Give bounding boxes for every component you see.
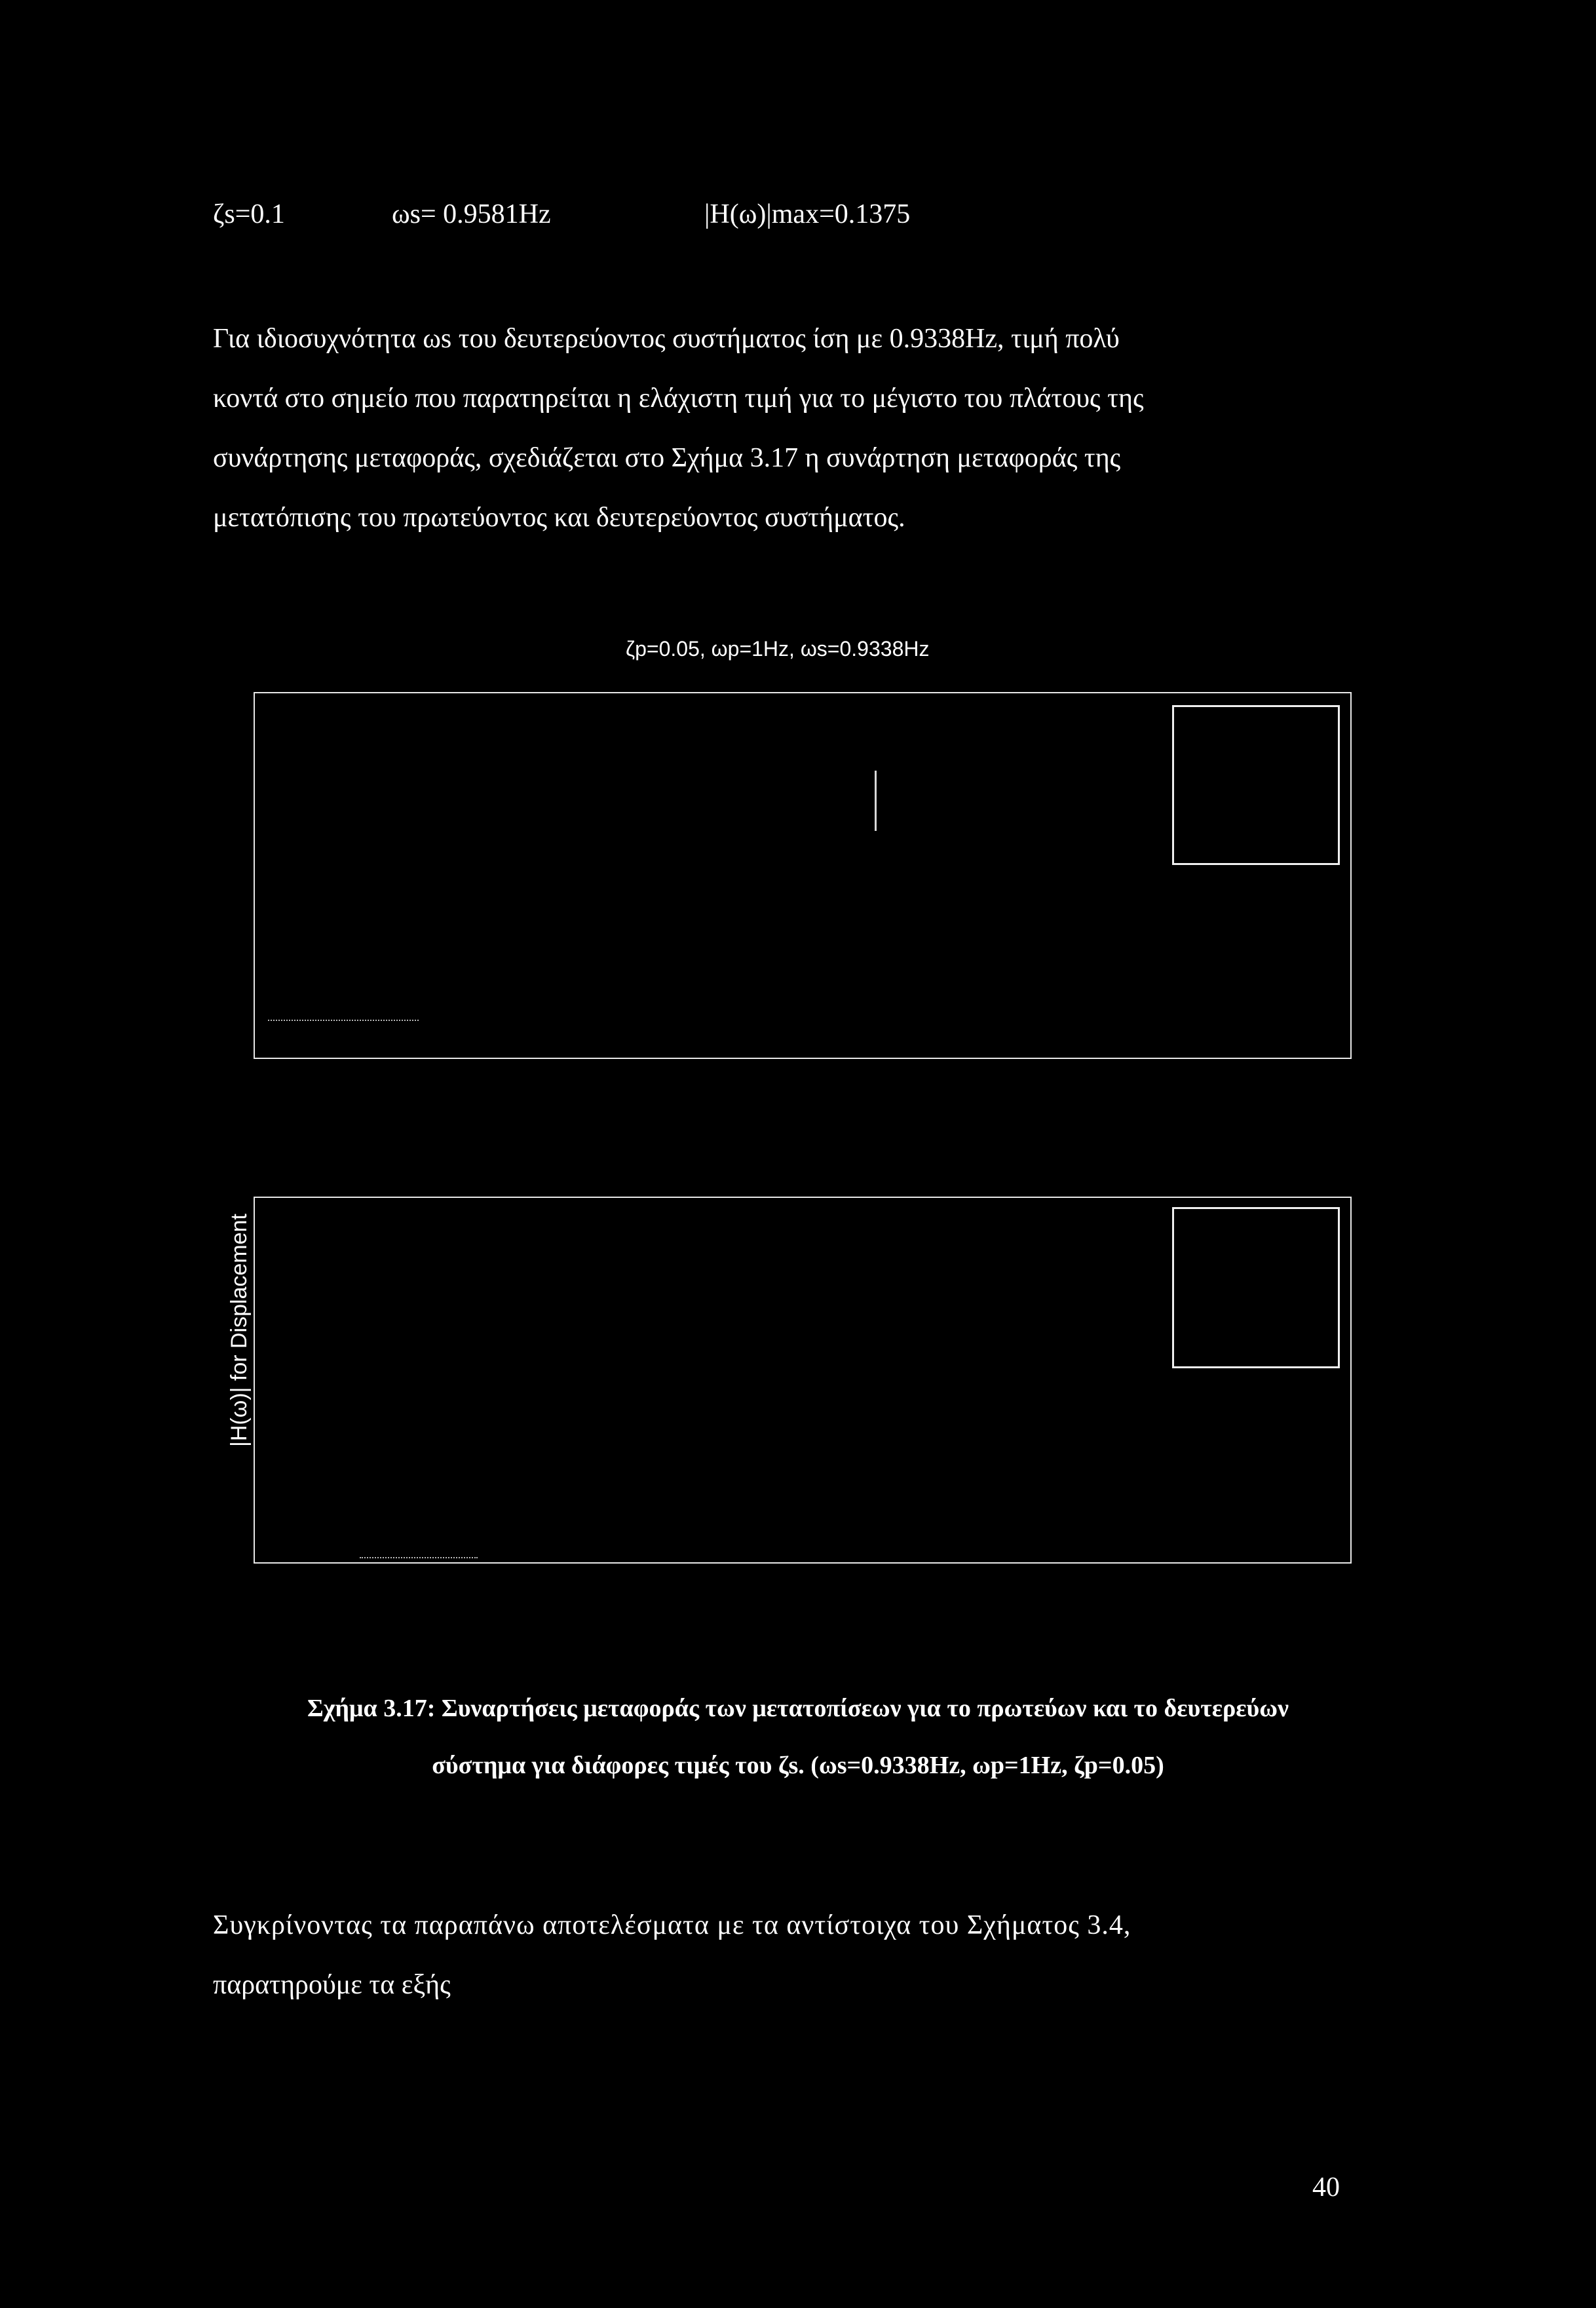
bottom-plot-baseline-trace bbox=[360, 1557, 478, 1558]
top-plot-peak-line bbox=[875, 771, 877, 831]
h-max-value: |H(ω)|max=0.1375 bbox=[704, 199, 911, 229]
paragraph-2 bbox=[213, 1896, 1131, 2015]
paragraph-2-line-2: παρατηρούμε τα εξής bbox=[213, 1970, 451, 2000]
y-axis-label: |H(ω)| for Displacement bbox=[227, 1214, 252, 1447]
paragraph-1-line-3: συνάρτησης μεταφοράς, σχεδιάζεται στο Σχήμα 3.17 η συνάρτηση μεταφοράς της bbox=[213, 443, 1121, 473]
plot-title: ζp=0.05, ωp=1Hz, ωs=0.9338Hz bbox=[626, 637, 930, 661]
paragraph-1 bbox=[213, 309, 1144, 548]
page-number: 40 bbox=[1312, 2172, 1340, 2202]
paragraph-2-line-1: Συγκρίνοντας τα παραπάνω αποτελέσματα με τα αντίστοιχα του Σχήματος 3.4, bbox=[213, 1910, 1131, 1940]
top-plot-legend bbox=[1172, 705, 1340, 865]
figure-caption-line-2: σύστημα για διάφορες τιμές του ζs. (ωs=0.9338Hz, ωp=1Hz, ζp=0.05) bbox=[432, 1752, 1164, 1779]
paragraph-1-line-1: Για ιδιοσυχνότητα ωs του δευτερεύοντος συστήματος ίση με 0.9338Hz, τιμή πολύ bbox=[213, 324, 1120, 354]
paragraph-1-line-2: κοντά στο σημείο που παρατηρείται η ελάχιστη τιμή για το μέγιστο του πλάτους της bbox=[213, 383, 1144, 414]
omega-s-value: ωs= 0.9581Hz bbox=[392, 199, 551, 229]
zeta-s-value: ζs=0.1 bbox=[213, 199, 285, 229]
top-plot-area bbox=[254, 692, 1352, 1059]
top-plot-baseline-trace bbox=[268, 1020, 419, 1021]
bottom-plot-legend bbox=[1172, 1207, 1340, 1368]
bottom-plot-area bbox=[254, 1197, 1352, 1564]
figure-caption-line-1: Σχήμα 3.17: Συναρτήσεις μεταφοράς των μετατοπίσεων για το πρωτεύων και το δευτερεύων bbox=[307, 1695, 1289, 1722]
paragraph-1-line-4: μετατόπισης του πρωτεύοντος και δευτερεύοντος συστήματος. bbox=[213, 503, 905, 533]
